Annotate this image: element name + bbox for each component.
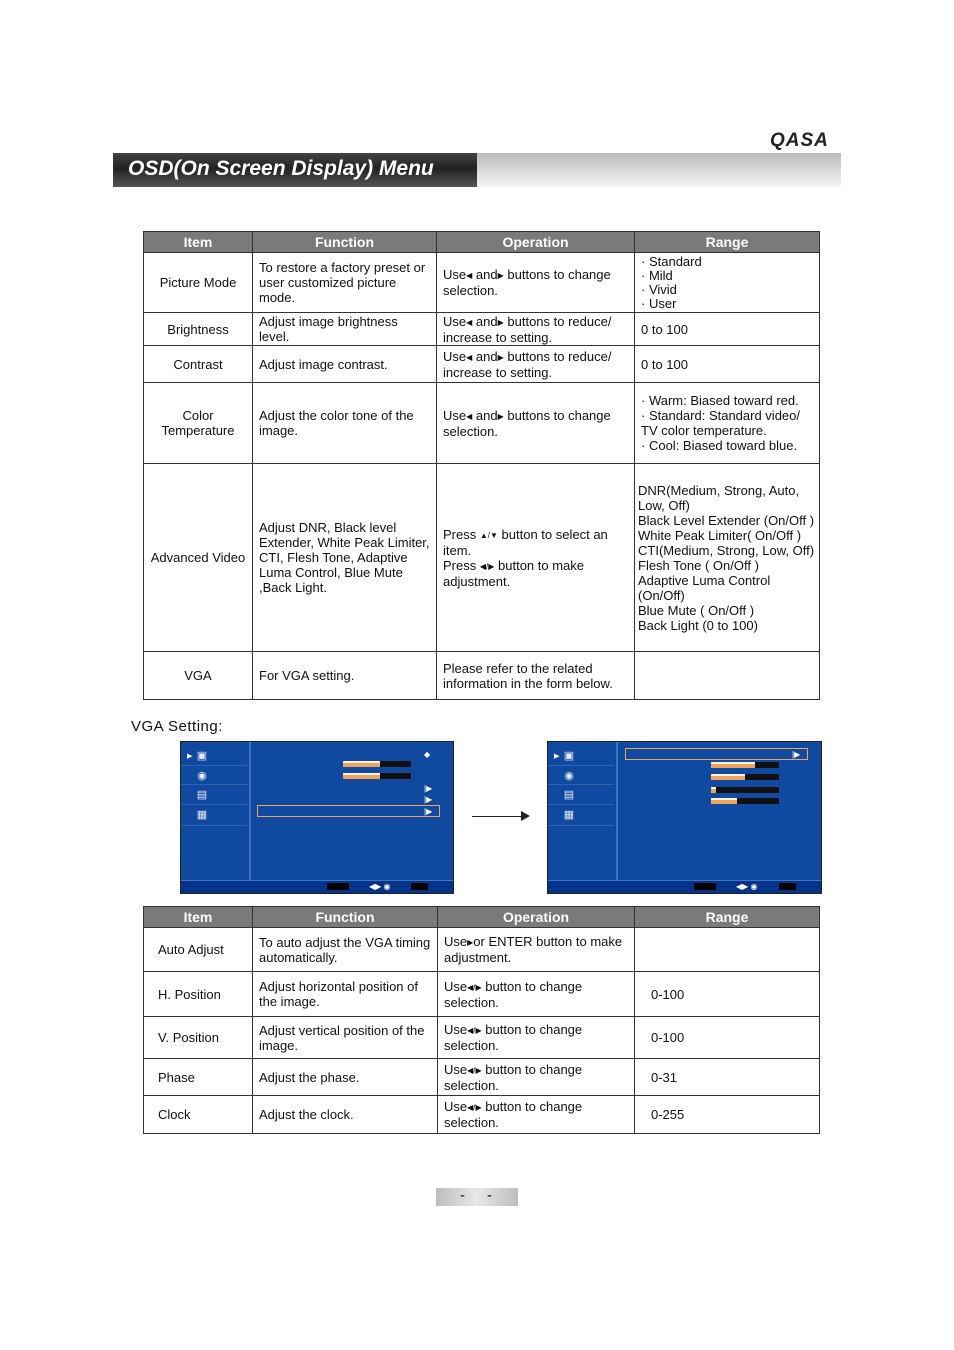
op-text: button to select an item.: [443, 526, 608, 558]
table-row: [144, 1059, 820, 1096]
cell-item: Auto Adjust: [144, 928, 253, 972]
table-row: [144, 972, 820, 1017]
op-text: button to make adjustment.: [443, 557, 585, 589]
left-right-triangle-icon: ◀/▶: [467, 1065, 482, 1075]
navigate-icon: ◀▶ ◉: [736, 882, 758, 891]
setup-icon: ▦: [563, 809, 575, 821]
table-header-row: [144, 907, 820, 928]
table-row: [144, 464, 820, 652]
footer-key: [779, 883, 796, 890]
op-text: Use: [443, 407, 467, 423]
cell-item: V. Position: [144, 1017, 253, 1059]
range-line: White Peak Limiter( On/Off ): [638, 527, 802, 543]
op-text: buttons to change selection.: [443, 407, 611, 439]
op-text: button to change selection.: [444, 1099, 583, 1130]
level-bar: [711, 762, 779, 768]
enter-icon: |▶: [792, 750, 801, 759]
cell-operation: [437, 464, 635, 652]
cell-range: [635, 652, 820, 700]
op-text: buttons to reduce/ increase to setting.: [443, 348, 612, 380]
op-text: Use: [444, 978, 468, 994]
right-triangle-icon: ▶: [497, 352, 504, 362]
cell-range: [635, 928, 820, 972]
osd-screen-after: [547, 741, 822, 894]
osd-screen-before: [180, 741, 454, 894]
range-line: CTI(Medium, Strong, Low, Off): [638, 542, 815, 558]
op-text: and: [475, 348, 498, 364]
cell-operation: [437, 253, 635, 313]
range-bullet: · Vivid: [641, 281, 677, 297]
up-down-triangle-icon: ▲/▼: [479, 530, 498, 540]
range-line: Back Light (0 to 100): [638, 617, 758, 633]
op-text: and: [475, 267, 498, 282]
cell-operation: [438, 1017, 635, 1059]
cell-operation: [437, 346, 635, 383]
cell-item: H. Position: [144, 972, 253, 1017]
table-row: [144, 253, 820, 313]
level-bar-fill: [343, 761, 380, 767]
osd-sidebar: [548, 742, 618, 881]
table-header-row: [144, 232, 820, 253]
enter-icon: |▶: [424, 784, 433, 793]
op-text: and: [475, 407, 498, 423]
page-number: [436, 1188, 518, 1206]
cell-range: [635, 464, 820, 652]
cell-function: Adjust the color tone of the image.: [253, 383, 437, 464]
cell-function: To auto adjust the VGA timing automatically.: [253, 928, 438, 972]
range-bullet: · Standard: Standard video/ TV color temperature.: [641, 408, 801, 438]
header-item: Item: [144, 907, 253, 928]
vga-setting-table: [143, 906, 820, 1134]
right-triangle-icon: ▶: [497, 411, 504, 421]
right-triangle-icon: ▶: [497, 317, 504, 327]
level-bar: [343, 761, 411, 767]
cell-operation: Please refer to the related information in the form below.: [437, 652, 635, 700]
brand-logo: QASA: [770, 130, 829, 151]
range-bullet: · Warm: Biased toward red.: [641, 393, 799, 408]
op-text: Use: [444, 1099, 468, 1114]
cell-operation: [438, 972, 635, 1017]
table-row: [144, 346, 820, 383]
highlighted-item[interactable]: [625, 748, 808, 760]
enter-icon: |▶: [424, 807, 433, 816]
table-row: [144, 1096, 820, 1134]
op-text: Use: [443, 348, 467, 364]
range-bullet: · Cool: Biased toward blue.: [641, 438, 798, 453]
op-text: Use: [443, 313, 467, 329]
range-bullet: · User: [641, 295, 677, 311]
setup-icon: ▦: [196, 809, 208, 821]
cell-function: Adjust horizontal position of the image.: [253, 972, 438, 1017]
op-text: button to change selection.: [444, 1022, 583, 1053]
cell-range: 0-255: [635, 1096, 820, 1134]
cell-function: Adjust the clock.: [253, 1096, 438, 1134]
page-number-right: -: [487, 1187, 492, 1204]
cell-range: 0-100: [635, 972, 820, 1017]
range-line: Blue Mute ( On/Off ): [638, 602, 755, 618]
arrow-line: [472, 816, 522, 817]
right-triangle-icon: ▶: [467, 938, 474, 947]
level-bar-fill: [711, 798, 737, 804]
range-bullet: · Mild: [641, 267, 673, 283]
op-text: button to change selection.: [444, 978, 583, 1010]
left-right-icon: ◆: [424, 750, 431, 759]
left-triangle-icon: ◀: [466, 411, 473, 421]
range-line: Black Level Extender (On/Off ): [638, 512, 815, 528]
op-text: buttons to change selection.: [443, 267, 611, 298]
range-line: Adaptive Luma Control (On/Off): [638, 572, 771, 603]
cell-function: For VGA setting.: [253, 652, 437, 700]
header-range: Range: [635, 232, 820, 253]
cell-function: Adjust DNR, Black level Extender, White Peak Limiter, CTI, Flesh Tone, Adaptive Luma Control, Blue Mute ,Back Light.: [253, 464, 437, 652]
table-row: [144, 1017, 820, 1059]
range-line: Flesh Tone ( On/Off ): [638, 557, 759, 573]
cell-function: Adjust image contrast.: [253, 346, 437, 383]
right-triangle-icon: ▶: [497, 271, 504, 280]
op-text: Use: [444, 1022, 468, 1037]
cell-operation: [437, 313, 635, 346]
cell-operation: [438, 928, 635, 972]
op-text: or ENTER button to make adjustment.: [444, 934, 623, 965]
osd-sidebar: [181, 742, 251, 881]
cell-item: Phase: [144, 1059, 253, 1096]
sound-icon: ◉: [564, 770, 574, 782]
left-right-triangle-icon: ◀/▶: [467, 1103, 482, 1112]
header-item: Item: [144, 232, 253, 253]
range-line: DNR(Medium, Strong, Auto, Low, Off): [638, 482, 800, 513]
level-bar: [711, 774, 779, 780]
cell-range: [635, 253, 820, 313]
tv-icon: ▤: [196, 789, 208, 801]
header-function: Function: [253, 232, 437, 253]
op-text: buttons to reduce/ increase to setting.: [443, 313, 612, 345]
op-text: Press: [443, 526, 477, 542]
page-title: OSD(On Screen Display) Menu: [128, 157, 434, 180]
table-row: [144, 652, 820, 700]
level-bar-fill: [343, 773, 380, 779]
header-function: Function: [253, 907, 438, 928]
level-bar-fill: [711, 787, 716, 793]
cell-function: Adjust the phase.: [253, 1059, 438, 1096]
level-bar: [711, 798, 779, 804]
selection-arrow-icon: ▶: [187, 753, 193, 760]
left-triangle-icon: ◀: [466, 271, 473, 280]
op-text: Press: [443, 557, 477, 573]
picture-icon: ▣: [563, 750, 575, 762]
op-text: Use: [444, 1061, 468, 1077]
cell-range: 0-31: [635, 1059, 820, 1096]
tv-icon: ▤: [563, 789, 575, 801]
cell-range: 0 to 100: [635, 346, 820, 383]
cell-item: Brightness: [144, 313, 253, 346]
range-bullet: · Standard: [641, 253, 702, 269]
page-number-left: -: [460, 1187, 465, 1204]
left-right-triangle-icon: ◀/▶: [479, 561, 495, 571]
left-triangle-icon: ◀: [466, 352, 473, 362]
level-bar-fill: [711, 762, 755, 768]
left-right-triangle-icon: ◀/▶: [467, 1026, 482, 1035]
enter-icon: |▶: [424, 795, 433, 804]
cell-operation: [438, 1059, 635, 1096]
cell-item: Picture Mode: [144, 253, 253, 313]
cell-item: Color Temperature: [144, 383, 253, 464]
cell-item: Contrast: [144, 346, 253, 383]
header-range: Range: [635, 907, 820, 928]
op-text: button to change selection.: [444, 1061, 583, 1093]
picture-icon: ▣: [196, 750, 208, 762]
arrow-right-icon: [521, 811, 530, 821]
footer-key: [694, 883, 716, 890]
cell-function: Adjust vertical position of the image.: [253, 1017, 438, 1059]
navigate-icon: ◀▶ ◉: [369, 882, 391, 891]
op-text: Use: [444, 934, 468, 949]
vga-setting-label: VGA Setting:: [131, 718, 223, 735]
osd-menu-table: [143, 231, 820, 700]
cell-range: [635, 383, 820, 464]
selection-arrow-icon: ▶: [554, 753, 560, 760]
level-bar: [343, 773, 411, 779]
op-text: and: [475, 313, 498, 329]
cell-operation: [437, 383, 635, 464]
left-right-triangle-icon: ◀/▶: [467, 982, 482, 992]
header-operation: Operation: [438, 907, 635, 928]
highlighted-item[interactable]: [257, 805, 440, 817]
cell-function: Adjust image brightness level.: [253, 313, 437, 346]
cell-operation: [438, 1096, 635, 1134]
cell-function: To restore a factory preset or user customized picture mode.: [253, 253, 437, 313]
cell-item: Advanced Video: [144, 464, 253, 652]
header-operation: Operation: [437, 232, 635, 253]
footer-key: [411, 883, 428, 890]
table-row: [144, 928, 820, 972]
sound-icon: ◉: [197, 770, 207, 782]
table-row: [144, 383, 820, 464]
cell-item: Clock: [144, 1096, 253, 1134]
left-triangle-icon: ◀: [466, 317, 473, 327]
cell-range: 0-100: [635, 1017, 820, 1059]
op-text: Use: [443, 267, 467, 282]
cell-item: VGA: [144, 652, 253, 700]
table-row: [144, 313, 820, 346]
cell-range: 0 to 100: [635, 313, 820, 346]
level-bar: [711, 787, 779, 793]
level-bar-fill: [711, 774, 745, 780]
footer-key: [327, 883, 349, 890]
